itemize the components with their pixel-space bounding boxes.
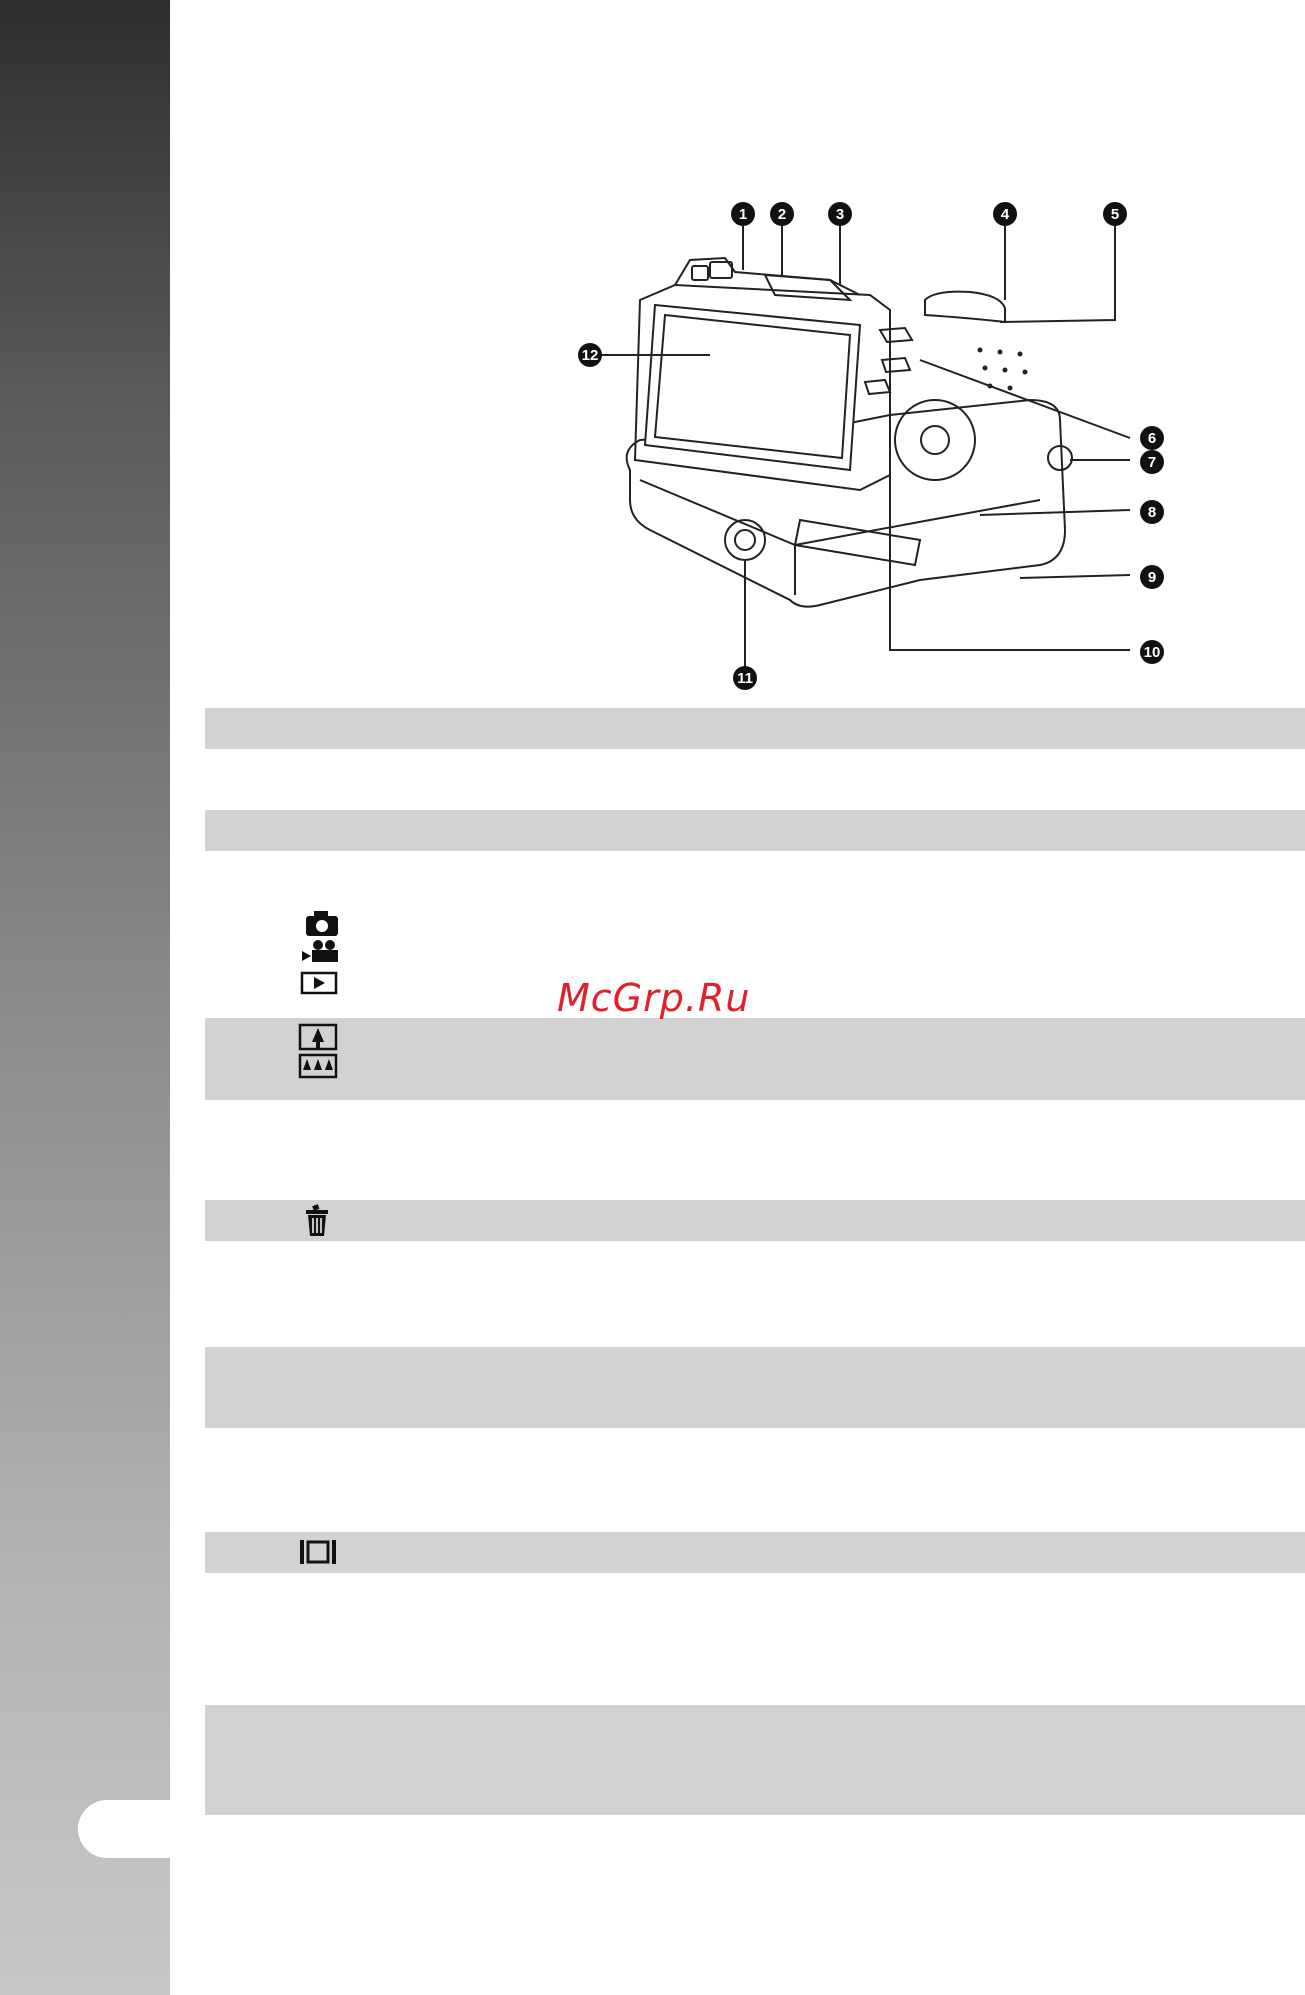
playback-icon — [302, 973, 336, 993]
callout-4: 4 — [1000, 206, 1010, 223]
display-toggle-icon — [280, 1534, 340, 1570]
callout-10: 10 — [1143, 644, 1161, 661]
table-row-band — [205, 1705, 1305, 1815]
movie-icon — [302, 940, 338, 962]
callout-12: 12 — [581, 347, 599, 364]
callout-7: 7 — [1147, 454, 1157, 471]
callout-6: 6 — [1147, 430, 1157, 447]
table-row-band — [205, 810, 1305, 851]
side-bar — [0, 0, 170, 1995]
telephoto-icon — [300, 1025, 336, 1049]
callout-9: 9 — [1147, 569, 1157, 586]
mode-icons — [280, 908, 340, 998]
table-row-band — [205, 1200, 1305, 1241]
callout-1: 1 — [738, 206, 748, 223]
watermark: McGrp.Ru — [557, 976, 751, 1020]
table-row-band — [205, 1347, 1305, 1428]
wide-icon — [300, 1055, 336, 1077]
trash-icon — [280, 1200, 340, 1240]
camera-icon — [306, 911, 338, 936]
callout-11: 11 — [737, 670, 753, 687]
callout-3: 3 — [835, 206, 845, 223]
table-row-band — [205, 1532, 1305, 1573]
table-row-band — [205, 1018, 1305, 1100]
camera-back-figure — [560, 200, 1220, 700]
page-number-tab — [78, 1800, 170, 1858]
table-row-band — [205, 708, 1305, 749]
zoom-icons — [280, 1022, 340, 1082]
callout-5: 5 — [1110, 206, 1120, 223]
callout-8: 8 — [1147, 504, 1157, 521]
callout-2: 2 — [777, 206, 787, 223]
